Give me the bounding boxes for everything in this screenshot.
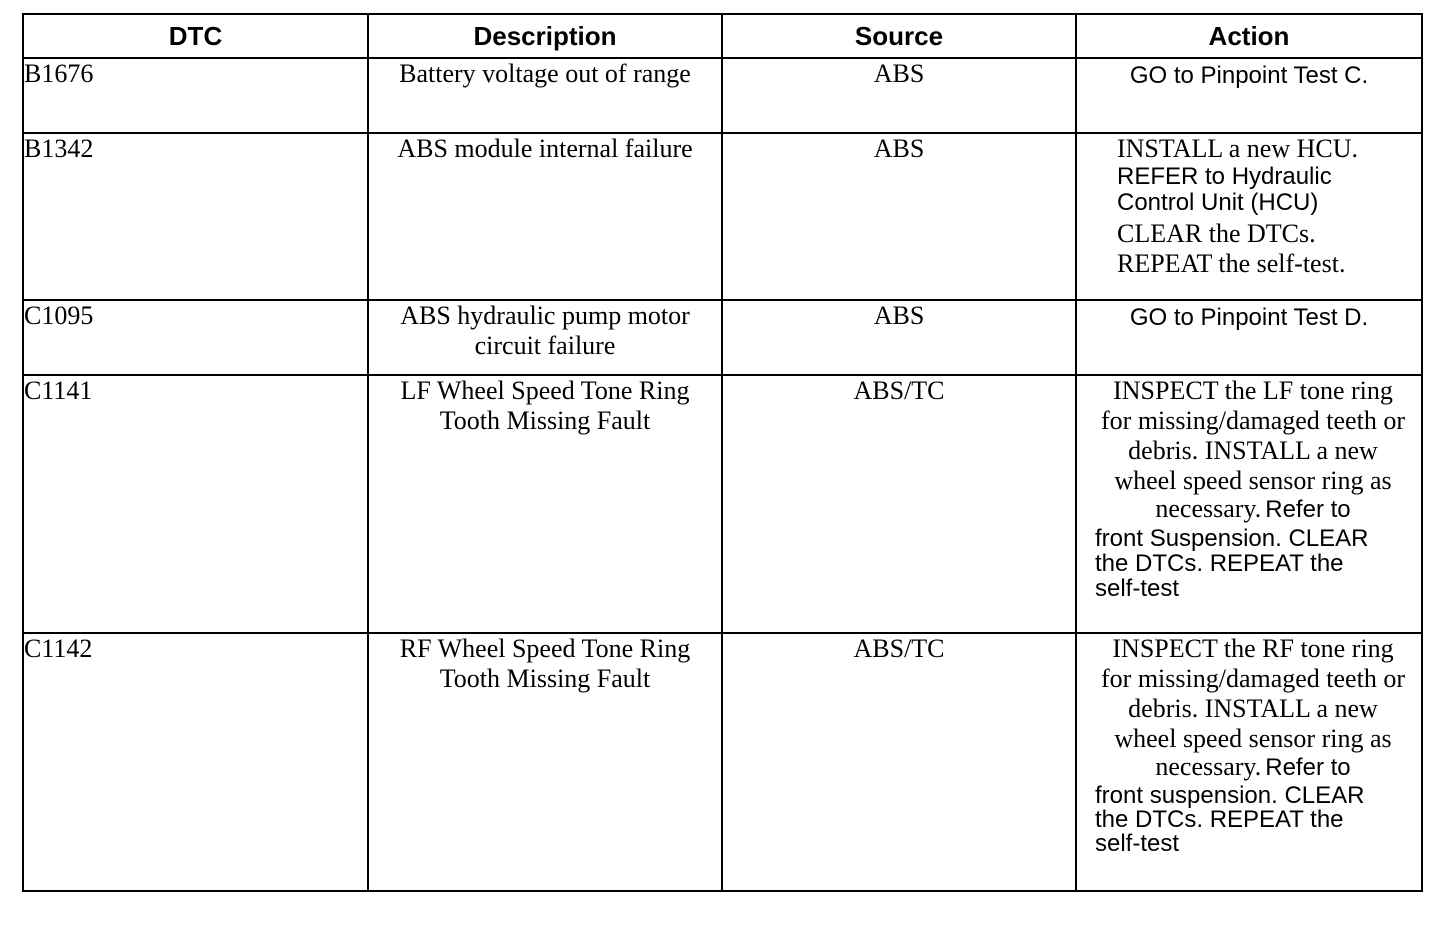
table-row [23, 133, 1422, 300]
dtc-action [1076, 58, 1422, 133]
action-line: INSTALL a new HCU. [1117, 134, 1359, 163]
action-text: INSPECT the RF tone ring for missing/damaged teeth or debris. INSTALL a new wheel speed sensor ring as [1101, 634, 1405, 753]
dtc-code: C1141 [23, 375, 368, 633]
dtc-table [22, 13, 1423, 892]
action-line: front suspension. CLEAR [1095, 782, 1365, 809]
action-tail [1095, 496, 1411, 526]
dtc-source: ABS/TC [722, 375, 1076, 633]
dtc-description: LF Wheel Speed Tone Ring Tooth Missing Fault [368, 375, 722, 633]
dtc-description: Battery voltage out of range [368, 58, 722, 133]
action-text: Refer to [1265, 496, 1351, 523]
action-line: GO to Pinpoint Test D. [1129, 304, 1369, 331]
dtc-code: B1676 [23, 58, 368, 133]
action-line: the DTCs. REPEAT the [1095, 550, 1344, 577]
dtc-source: ABS/TC [722, 633, 1076, 891]
dtc-action [1076, 375, 1422, 633]
dtc-action [1076, 300, 1422, 375]
dtc-description: ABS hydraulic pump motor circuit failure [368, 300, 722, 375]
action-text: Refer to [1265, 754, 1351, 781]
header-description: Description [368, 14, 722, 58]
dtc-code: C1142 [23, 633, 368, 891]
dtc-source: ABS [722, 133, 1076, 300]
dtc-description: RF Wheel Speed Tone Ring Tooth Missing Fault [368, 633, 722, 891]
dtc-code: C1095 [23, 300, 368, 375]
action-line: Control Unit (HCU) [1117, 189, 1319, 216]
action-line: self-test [1095, 830, 1180, 857]
action-line: front Suspension. CLEAR [1095, 525, 1369, 552]
action-text: necessary. [1155, 494, 1262, 523]
action-text: INSPECT the LF tone ring for missing/damaged teeth or debris. INSTALL a new wheel speed sensor ring as [1101, 376, 1405, 495]
table-row [23, 58, 1422, 133]
action-line: CLEAR the DTCs. [1117, 219, 1316, 248]
header-row [23, 14, 1422, 58]
table-row [23, 375, 1422, 633]
action-line: GO to Pinpoint Test C. [1129, 62, 1369, 89]
action-line: the DTCs. REPEAT the [1095, 806, 1344, 833]
action-line: REPEAT the self-test. [1117, 249, 1346, 278]
dtc-source: ABS [722, 58, 1076, 133]
dtc-action [1076, 133, 1422, 300]
table-row [23, 633, 1422, 891]
dtc-action [1076, 633, 1422, 891]
dtc-code: B1342 [23, 133, 368, 300]
dtc-source: ABS [722, 300, 1076, 375]
action-line: REFER to Hydraulic [1117, 163, 1332, 190]
action-line: self-test [1095, 575, 1180, 602]
action-text: necessary. [1155, 752, 1262, 781]
table-row [23, 300, 1422, 375]
header-action: Action [1076, 14, 1422, 58]
header-dtc: DTC [23, 14, 368, 58]
dtc-description: ABS module internal failure [368, 133, 722, 300]
header-source: Source [722, 14, 1076, 58]
action-tail [1095, 754, 1411, 784]
